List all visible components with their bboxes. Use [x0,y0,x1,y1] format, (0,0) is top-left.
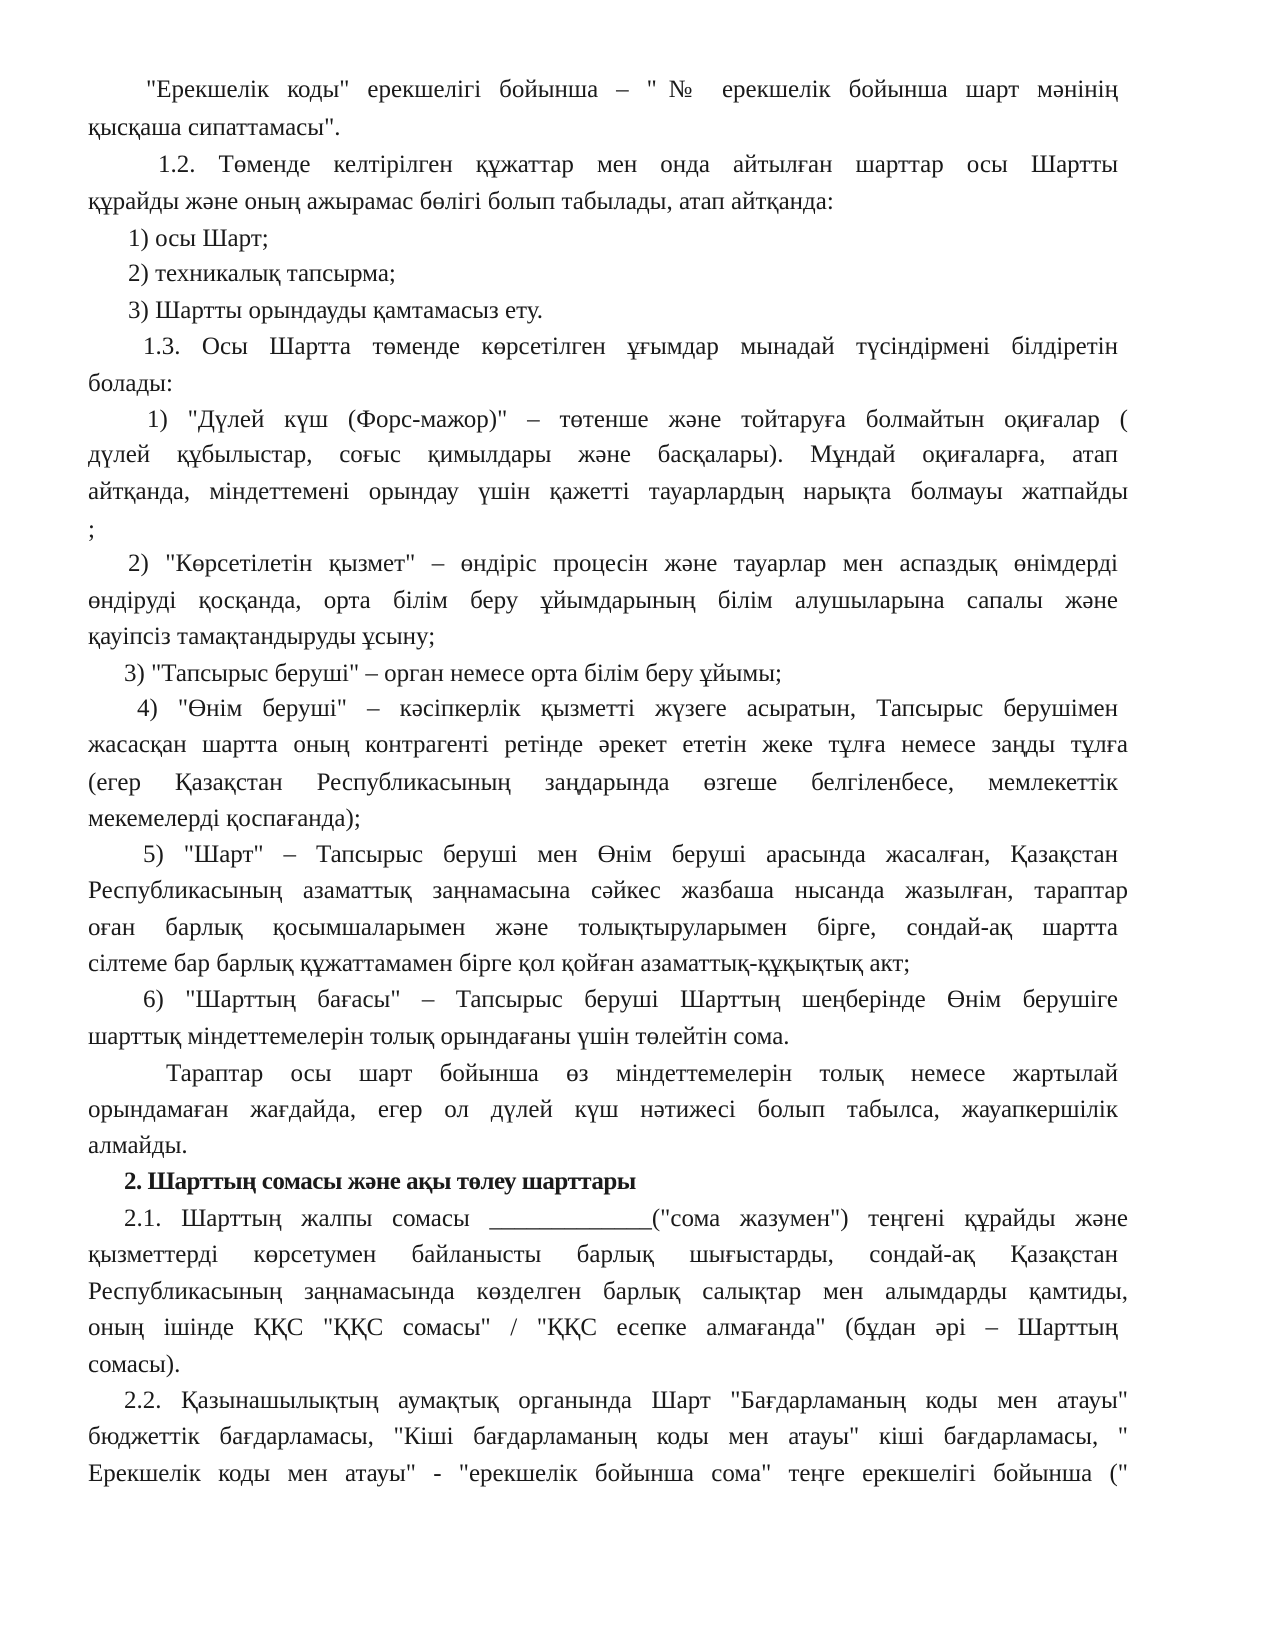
text-line: 1.3. Осы Шартта төменде көрсетілген ұғымдар мынадай түсіндірмені білдіретін [143,333,1118,360]
text-line: қысқаша сипаттамасы". [88,114,341,141]
text-line: 1.2. Төменде келтірілген құжаттар мен онда айтылған шарттар осы Шартты [158,151,1118,178]
text-line: 2.1. Шарттың жалпы сомасы _____________("сома жазумен") теңгені құрайды және [124,1205,1128,1232]
text-line: алмайды. [88,1132,188,1159]
text-line: Республикасының заңнамасында көзделген барлық салықтар мен алымдарды қамтиды, [88,1278,1128,1305]
list-item: 2) техникалық тапсырма; [128,260,396,287]
text-line: Ерекшелік коды мен атауы" - "ерекшелік бойынша сома" теңге ерекшелігі бойынша (" [88,1460,1128,1487]
text-line: сілтеме бар барлық құжаттамамен бірге қол қойған азаматтық-құқықтық акт; [88,950,911,977]
text-line: ; [88,516,95,543]
text-line: айтқанда, міндеттемені орындау үшін қажетті тауарлардың нарықта болмауы жатпайды [88,478,1128,505]
section-heading: 2. Шарттың сомасы және ақы төлеу шарттары [124,1168,636,1195]
text-line: жасасқан шартта оның контрагенті ретінде әрекет ететін жеке тұлға немесе заңды тұлға [88,731,1128,758]
text-line: (егер Қазақстан Республикасының заңдарында өзгеше белгіленбесе, мемлекеттік [88,769,1118,796]
text-line: мекемелерді қоспағанда); [88,805,361,832]
text-line: Республикасының азаматтық заңнамасына сәйкес жазбаша нысанда жазылған, тараптар [88,877,1128,904]
text-line: өндіруді қосқанда, орта білім беру ұйымдарының білім алушыларына сапалы және [88,587,1118,614]
text-line: 1) "Дүлей күш (Форс-мажор)" – төтенше және тойтаруға болмайтын оқиғалар ( [147,406,1128,433]
text-line: 6) "Шарттың бағасы" – Тапсырыс беруші Шарттың шеңберінде Өнім берушіге [143,986,1118,1013]
list-item: 3) Шартты орындауды қамтамасыз ету. [128,297,543,324]
text-line: орындамаған жағдайда, егер ол дүлей күш нәтижесі болып табылса, жауапкершілік [88,1096,1118,1123]
text-line: болады: [88,370,173,397]
text-line: құрайды және оның ажырамас бөлігі болып табылады, атап айтқанда: [88,188,834,215]
text-line: бюджеттік бағдарламасы, "Кіші бағдарламаның коды мен атауы" кіші бағдарламасы, " [88,1423,1128,1450]
text-line: дүлей құбылыстар, соғыс қимылдары және басқалары). Мұндай оқиғаларға, атап [88,441,1118,468]
text-line: 4) "Өнім беруші" – кәсіпкерлік қызметті жүзеге асыратын, Тапсырыс берушімен [137,695,1118,722]
text-line: оның ішінде ҚҚС "ҚҚС сомасы" / "ҚҚС есепке алмағанда" (бұдан әрі – Шарттың [88,1314,1118,1341]
text-line: 2.2. Қазынашылықтың аумақтық органында Шарт "Бағдарламаның коды мен атауы" [124,1387,1128,1414]
text-line: 2) "Көрсетілетін қызмет" – өндіріс процесін және тауарлар мен аспаздық өнімдерді [128,550,1118,577]
text-line: қызметтерді көрсетумен байланысты барлық шығыстарды, сондай-ақ Қазақстан [88,1241,1118,1268]
list-item: 1) осы Шарт; [128,225,269,252]
text-line: қауіпсіз тамақтандыруды ұсыну; [88,623,436,650]
text-line: Тараптар осы шарт бойынша өз міндеттемелерін толық немесе жартылай [166,1060,1118,1087]
text-line: "Ерекшелік коды" ерекшелігі бойынша – "№ ерекшелік бойынша шарт мәнінің [146,76,1118,103]
text-line: шарттық міндеттемелерін толық орындағаны үшін төлейтін сома. [88,1023,790,1050]
text-line: 5) "Шарт" – Тапсырыс беруші мен Өнім беруші арасында жасалған, Қазақстан [143,841,1118,868]
text-line: 3) "Тапсырыс беруші" – орган немесе орта білім беру ұйымы; [124,660,782,687]
text-line: оған барлық қосымшаларымен және толықтыруларымен бірге, сондай-ақ шартта [88,914,1118,941]
text-line: сомасы). [88,1351,181,1378]
